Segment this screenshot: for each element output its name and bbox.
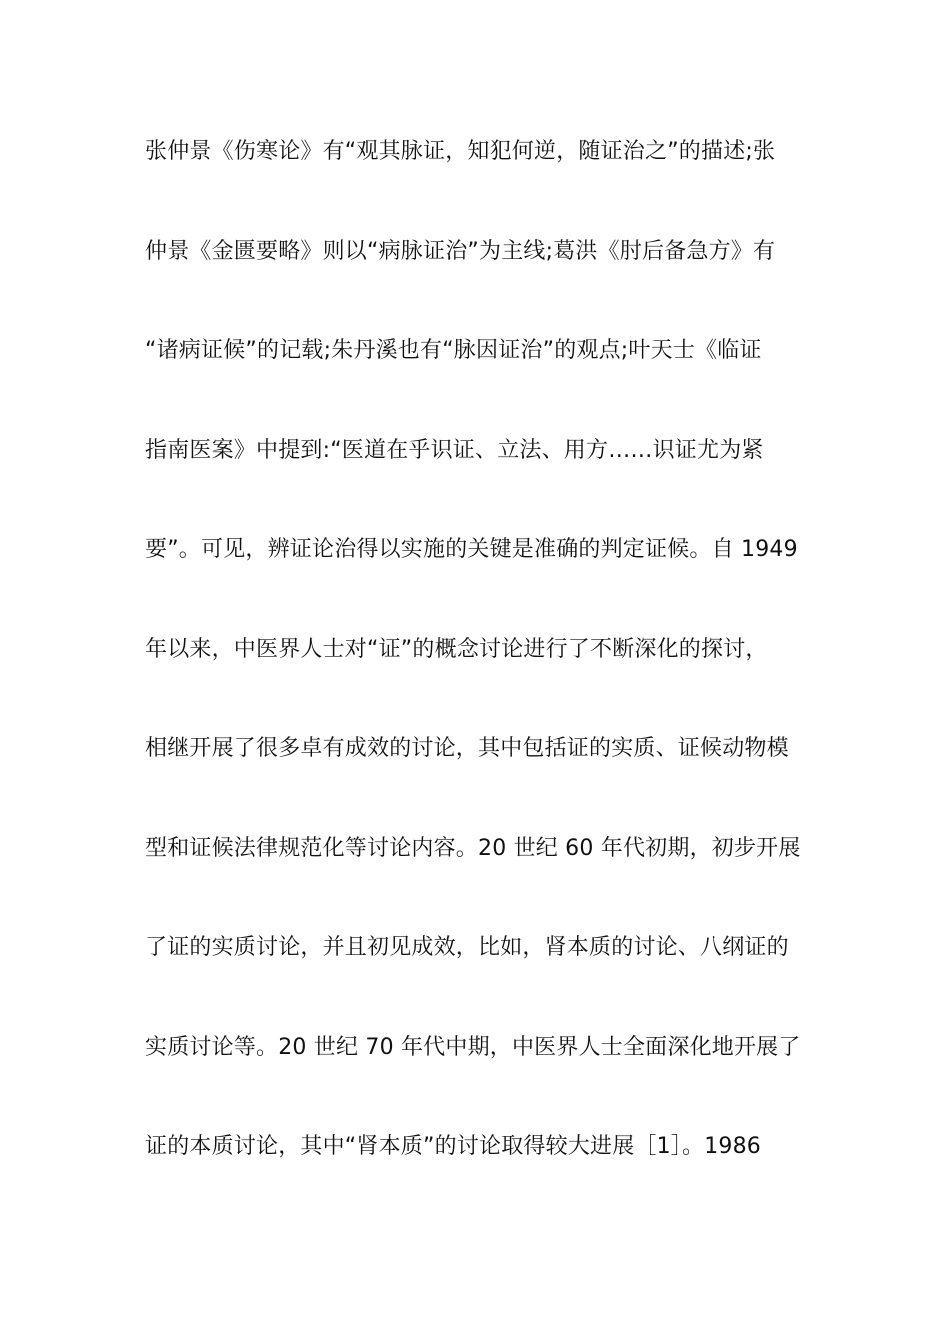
text-line: 年以来，中医界人士对“证”的概念讨论进行了不断深化的探讨， xyxy=(145,636,768,662)
text-line: 张仲景《伤寒论》有“观其脉证，知犯何逆，随证治之”的描述;张 xyxy=(145,139,776,164)
text-line: 相继开展了很多卓有成效的讨论，其中包括证的实质、证候动物模 xyxy=(145,736,789,761)
text-line: “诸病证候”的记载;朱丹溪也有“脉因证治”的观点;叶天士《临证 xyxy=(145,338,762,363)
text-line: 型和证候法律规范化等讨论内容。20 世纪 60 年代初期，初步开展 xyxy=(145,835,801,861)
text-line: 证的本质讨论，其中“肾本质”的讨论取得较大进展［1］。1986 xyxy=(145,1134,761,1159)
text-line: 指南医案》中提到:“医道在乎识证、立法、用方……识证尤为紧 xyxy=(145,437,764,463)
text-line: 了证的实质讨论，并且初见成效，比如，肾本质的讨论、八纲证的 xyxy=(145,935,789,960)
body-paragraph xyxy=(145,130,810,1225)
text-line: 仲景《金匮要略》则以“病脉证治”为主线;葛洪《肘后备急方》有 xyxy=(145,238,776,264)
text-line: 要”。可见，辨证论治得以实施的关键是准确的判定证候。自 1949 xyxy=(145,537,798,562)
text-line: 实质讨论等。20 世纪 70 年代中期，中医界人士全面深化地开展了 xyxy=(145,1034,801,1060)
